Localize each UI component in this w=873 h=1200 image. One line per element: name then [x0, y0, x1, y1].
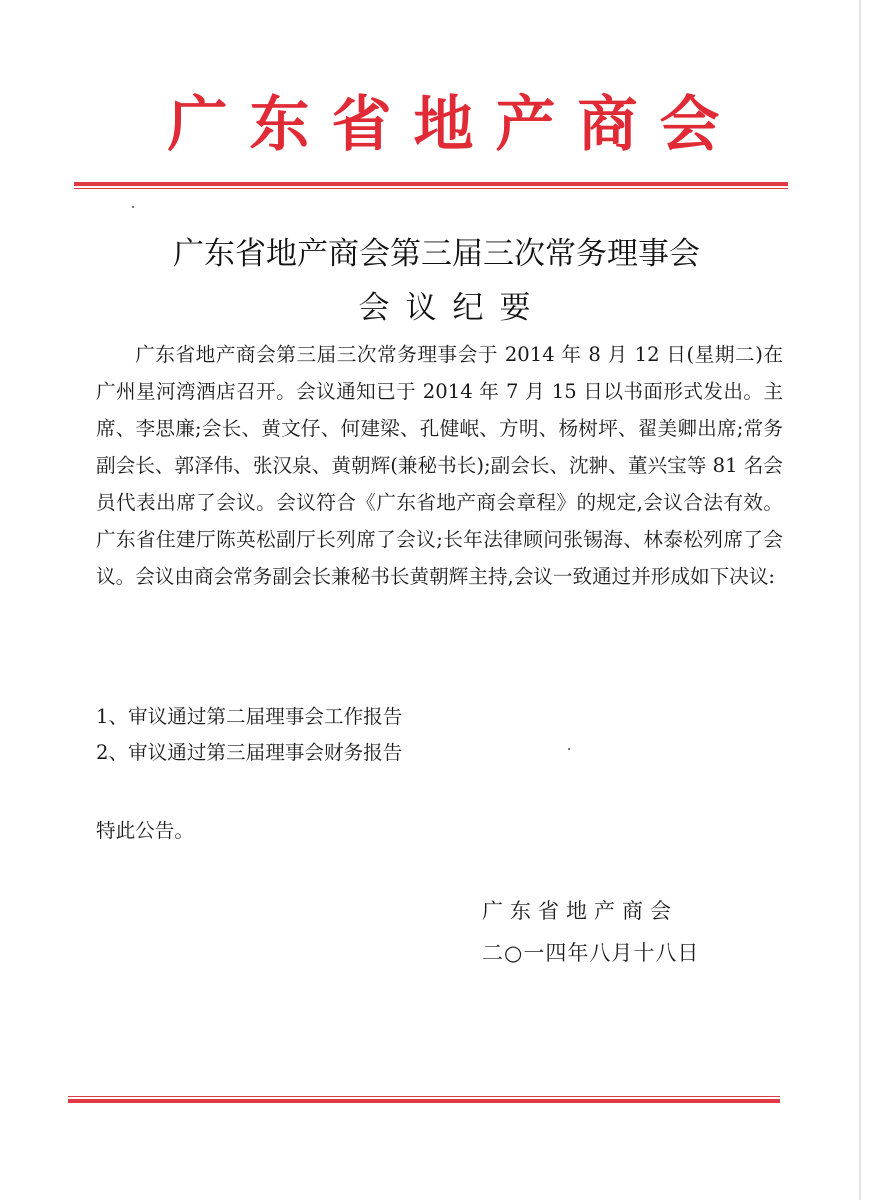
resolution-item: 1、审议通过第二届理事会工作报告 [96, 705, 403, 728]
body-paragraph: 广东省地产商会第三届三次常务理事会于 2014 年 8 月 12 日(星期二)在广州星河湾酒店召开。会议通知已于 2014 年 7 月 15 日以书面形式发出。主席、李思廉;会长、黄文仔、何建梁、孔健岷、方明、杨树坪、翟美卿出席;常务副会长、郭泽伟、张汉泉、黄朝辉(兼秘书长);副会长、沈翀、董兴宝等 81 名会员代表出席了会议。会议符合《广东省地产商会章程》的规定,会议合法有效。广东省住建厅陈英松副厅长列席了会议;长年法律顾问张锡海、林泰松列席了会议。会议由商会常务副会长兼秘书长黄朝辉主持,会议一致通过并形成如下决议: [96, 343, 783, 588]
scan-speck [132, 206, 134, 208]
closing-statement: 特此公告。 [96, 819, 194, 842]
document-subtitle: 会议纪要 [358, 290, 547, 326]
letterhead-rule-thin [74, 188, 788, 189]
footer-rule-thin [68, 1096, 780, 1097]
footer-rule-thick [68, 1099, 780, 1103]
letterhead-rule-thick [74, 182, 788, 186]
letterhead-title: 广东省地产商会 [167, 90, 742, 160]
resolution-item: 2、审议通过第三届理事会财务报告 [96, 741, 403, 764]
document-title: 广东省地产商会第三届三次常务理事会 [173, 236, 700, 272]
scan-speck [568, 748, 570, 750]
signature-date: 二○一四年八月十八日 [482, 941, 700, 965]
scan-page-edge [859, 0, 861, 1200]
signature-organization: 广东省地产商会 [482, 899, 678, 923]
